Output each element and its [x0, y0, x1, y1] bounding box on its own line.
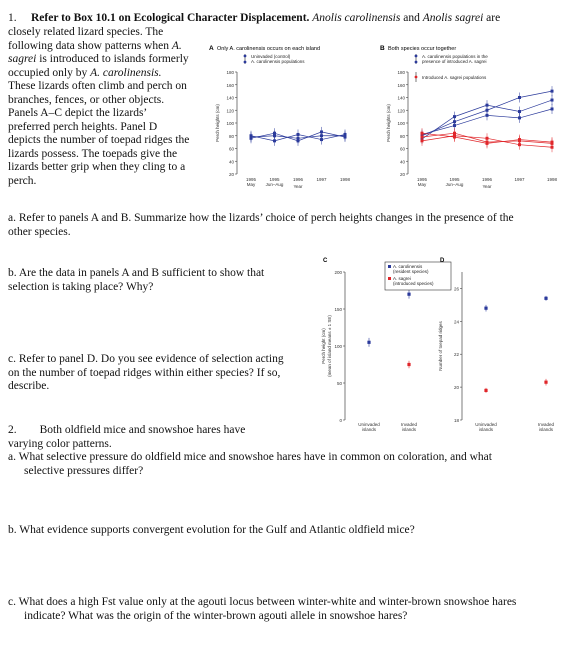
y-tick-label: 120	[226, 108, 234, 114]
q2-part-c-line: c. What does a high Fst value only at the agouti locus between winter-white and winter-brown snowshoe hares	[8, 596, 517, 608]
data-point	[320, 130, 323, 133]
legend-marker	[388, 265, 391, 268]
data-point	[486, 114, 489, 117]
q1-part-c-line: describe.	[8, 380, 50, 392]
data-point	[518, 96, 521, 99]
panel-title: Only A. carolinensis occurs on each island	[217, 46, 321, 52]
panel-letter: B	[380, 45, 385, 52]
y-tick-label: 160	[226, 82, 234, 88]
y-axis-label: Perch heights (cm)	[215, 104, 220, 142]
data-point	[518, 116, 521, 119]
y-tick-label: 100	[226, 121, 234, 126]
legend-marker	[388, 277, 391, 280]
x-tick-label: 1995	[416, 177, 428, 182]
panel-title: Both species occur together	[388, 46, 457, 52]
legend-text: A. carolinensis populations	[251, 59, 305, 64]
x-tick-label: 1996	[481, 177, 493, 182]
data-point	[453, 136, 456, 139]
x-category-label: islands	[538, 427, 554, 432]
y-axis-label: (mean of island means ± 1 SE)	[327, 315, 332, 377]
q1-species-a: Anolis carolinensis	[312, 12, 401, 24]
q2-part-a-line: a. What selective pressure do oldfield mice and snowshoe hares have in common on coloration, and what	[8, 451, 492, 463]
y-tick-label: 80	[399, 133, 405, 139]
legend-marker	[415, 61, 418, 64]
legend-text: (resident species)	[393, 269, 429, 274]
data-point	[407, 293, 410, 296]
data-point	[551, 99, 554, 102]
data-point	[486, 104, 489, 107]
y-tick-label: 200	[334, 270, 342, 275]
y-tick-label: 18	[453, 418, 459, 423]
y-axis-label: Perch height (cm)	[321, 328, 326, 364]
data-point	[518, 110, 521, 113]
q1-line: These lizards often climb and perch on	[8, 80, 187, 92]
x-tick-label: 1997	[316, 177, 327, 182]
data-point	[273, 139, 276, 142]
y-tick-label: 24	[453, 319, 459, 325]
y-tick-label: 140	[397, 95, 405, 101]
x-tick-label: 1998	[339, 177, 351, 182]
q2-part-b: b. What evidence supports convergent evolution for the Gulf and Atlantic oldfield mice?	[8, 524, 415, 536]
data-point	[367, 341, 370, 344]
x-tick-label: 1995	[269, 177, 280, 182]
legend-marker	[244, 61, 247, 64]
data-point	[551, 107, 554, 110]
data-point	[551, 90, 554, 93]
q1-text: occupied only by	[8, 66, 88, 79]
y-tick-label: 100	[334, 344, 342, 349]
q2-line: varying color patterns.	[8, 437, 112, 450]
y-tick-label: 0	[339, 418, 342, 423]
data-point	[484, 389, 487, 392]
data-point	[407, 363, 410, 366]
y-tick-label: 26	[453, 286, 459, 292]
q1-part-c-line: c. Refer to panel D. Do you see evidence of selection acting	[8, 353, 284, 365]
x-category-label: Uninvaded	[475, 422, 497, 427]
x-sub-label: May	[246, 182, 256, 187]
q1-are: are	[486, 12, 501, 24]
q1-text: following data show patterns when	[8, 39, 169, 52]
q1-line: preferred perch heights. Panel D	[8, 120, 158, 133]
y-tick-label: 160	[397, 82, 405, 88]
y-tick-label: 40	[228, 159, 234, 165]
q1-line: Panels A–C depict the lizards’	[8, 107, 148, 119]
q2-number: 2.	[8, 424, 17, 436]
q1-line: perch.	[8, 174, 37, 187]
legend-marker	[415, 76, 418, 79]
data-point	[320, 138, 323, 141]
q1-part-a-line: other species.	[8, 225, 71, 238]
x-tick-label: 1997	[514, 177, 525, 182]
x-axis-label: Year	[293, 184, 303, 189]
q2-part-c-line: indicate? What was the origin of the winter-brown agouti allele in snowshoe hares?	[24, 609, 408, 622]
y-tick-label: 20	[228, 172, 234, 177]
data-point	[453, 115, 456, 118]
y-tick-label: 180	[226, 70, 234, 75]
data-point	[544, 381, 547, 384]
panel-d	[438, 258, 555, 432]
legend-marker	[244, 55, 247, 58]
y-axis-label: Perch heights (cm)	[386, 104, 391, 142]
panel-letter: D	[440, 258, 445, 264]
x-axis-label: Year	[482, 184, 492, 189]
y-tick-label: 20	[453, 385, 459, 391]
panel-c	[321, 258, 451, 432]
legend-text: A. sagrei	[393, 276, 411, 281]
q2-part-a-line: selective pressures differ?	[24, 464, 144, 477]
panel-b	[380, 45, 558, 189]
y-tick-label: 40	[399, 159, 405, 165]
x-sub-label: Jun–Aug	[445, 182, 464, 187]
data-point	[250, 137, 253, 140]
y-tick-label: 60	[399, 146, 405, 152]
y-tick-label: 120	[397, 108, 405, 114]
data-point	[297, 139, 300, 142]
q1-part-b-line: selection is taking place? Why?	[8, 280, 154, 293]
q1-number: 1.	[8, 12, 17, 24]
x-tick-label: 1998	[546, 177, 558, 182]
legend-text: Uninvaded (control)	[251, 54, 291, 59]
data-point	[421, 139, 424, 142]
q1-part-b-line: b. Are the data in panels A and B sufficient to show that	[8, 267, 265, 279]
y-tick-label: 100	[397, 121, 405, 126]
data-point	[551, 141, 554, 144]
panel-letter: C	[323, 258, 328, 264]
y-axis-label: Number of toepad ridges	[438, 321, 443, 371]
q1-line: branches, fences, or other objects.	[8, 93, 165, 106]
x-tick-label: 1995	[449, 177, 460, 182]
x-category-label: Invaded	[537, 422, 555, 427]
data-point	[297, 133, 300, 136]
x-sub-label: May	[417, 182, 427, 187]
q1-line: lizards possess. The toepads give the	[8, 147, 178, 160]
panel-a	[209, 45, 351, 189]
data-point	[273, 132, 276, 135]
q1-title: Refer to Box 10.1 on Ecological Character Displacement.	[31, 12, 310, 24]
q1-species-b: Anolis sagrei	[422, 12, 484, 24]
data-point	[344, 136, 347, 139]
panel-letter: A	[209, 45, 214, 52]
x-sub-label: Jun–Aug	[265, 182, 284, 187]
q1-text: is introduced to islands formerly	[39, 53, 189, 65]
y-tick-label: 80	[228, 133, 234, 139]
data-point	[484, 307, 487, 310]
data-point	[421, 132, 424, 135]
legend-text: A. carolinensis	[393, 264, 423, 269]
q1-and: and	[403, 12, 420, 24]
q1-part-c-line: on the number of toepad ridges within either species? If so,	[8, 366, 281, 379]
y-tick-label: 60	[228, 146, 234, 152]
q1-text: sagrei	[8, 53, 37, 65]
x-category-label: Uninvaded	[358, 422, 380, 427]
legend-marker	[415, 55, 418, 58]
x-tick-label: 1995	[245, 177, 257, 182]
data-point	[518, 138, 521, 141]
q1-line: lizards better grip when they cling to a	[8, 161, 186, 173]
x-category-label: islands	[478, 427, 494, 432]
q1-line: depicts the number of toepad ridges the	[8, 134, 190, 146]
y-tick-label: 180	[397, 70, 405, 75]
x-category-label: islands	[361, 427, 377, 432]
y-tick-label: 140	[226, 95, 234, 101]
q1-text: A.	[171, 39, 182, 52]
y-tick-label: 50	[336, 381, 342, 386]
legend-text: presence of introduced A. sagrei	[422, 59, 487, 64]
x-category-label: Invaded	[400, 422, 418, 427]
legend-text: Introduced A. sagrei populations	[422, 75, 487, 80]
legend-text: (introduced species)	[393, 281, 434, 286]
data-point	[486, 142, 489, 145]
q1-text: A. carolinensis.	[90, 66, 162, 79]
legend-text: A. carolinensis populations in the	[422, 54, 488, 59]
q1-part-a-line: a. Refer to panels A and B. Summarize how the lizards’ choice of perch heights changes in the presence of the	[8, 212, 514, 224]
y-tick-label: 22	[453, 352, 459, 358]
x-tick-label: 1996	[292, 177, 304, 182]
y-tick-label: 20	[399, 172, 405, 177]
data-point	[453, 124, 456, 127]
x-category-label: islands	[401, 427, 417, 432]
y-tick-label: 150	[334, 307, 342, 312]
data-point	[544, 297, 547, 300]
q2-text: Both oldfield mice and snowshoe hares have	[39, 424, 246, 436]
q1-line: closely related lizard species. The	[8, 26, 164, 38]
